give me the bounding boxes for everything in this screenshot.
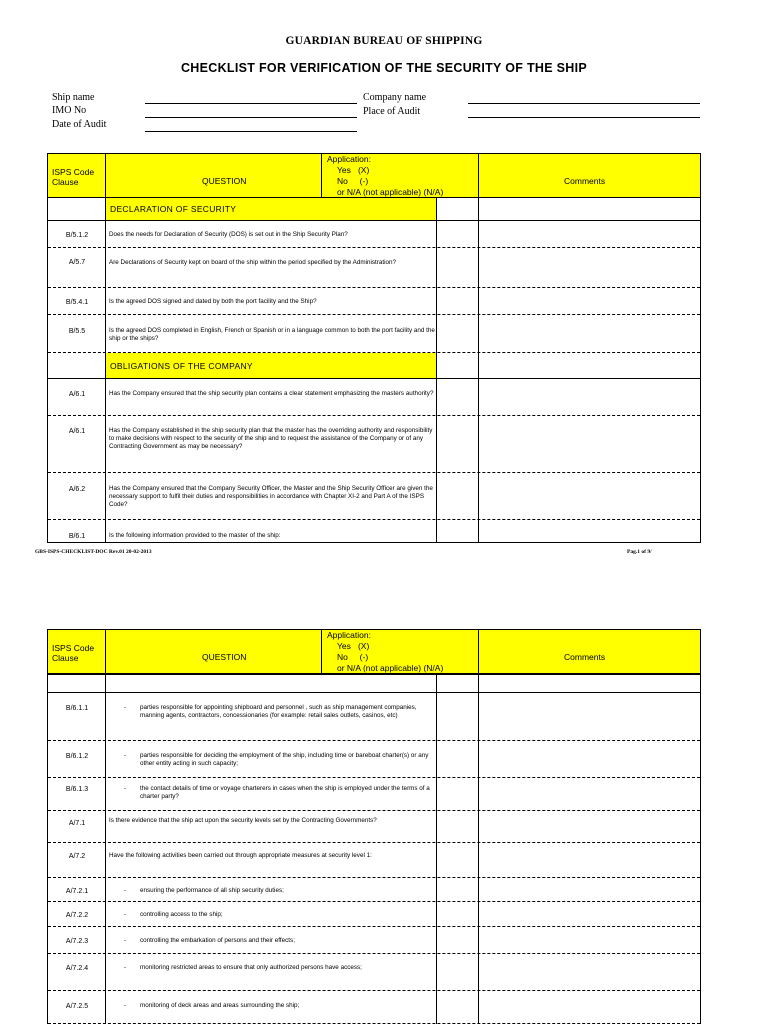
question-subtext: monitoring of deck areas and areas surrounding the ship; xyxy=(140,1002,300,1009)
header-application-na: or N/A (not applicable) (N/A) xyxy=(337,187,444,197)
table-row xyxy=(47,902,701,927)
table-row xyxy=(47,778,701,811)
table-row xyxy=(47,416,701,473)
table-row xyxy=(47,843,701,878)
blank-row xyxy=(47,674,701,693)
table-row xyxy=(47,520,701,543)
bullet-dash: - xyxy=(124,785,127,792)
header-clause-line2: Clause xyxy=(52,653,79,663)
question-text xyxy=(109,704,435,720)
question-text: Is the agreed DOS completed in English, French or Spanish or in a language common to both the port facility and the ship or the ships? xyxy=(109,327,435,342)
question-text xyxy=(109,752,435,768)
question-text: Has the Company established in the ship security plan that the master has the overriding authority and responsibility to make decisions with respect to the security of the ship and to request the assistance of the Company or of any Contracting Government as may be necessary? xyxy=(109,427,433,450)
header-comments: Comments xyxy=(564,176,606,186)
bullet-dash: - xyxy=(124,704,127,711)
bullet-dash: - xyxy=(124,1002,127,1009)
footer-page-number: Pag.1 of 9/ xyxy=(627,549,652,555)
footer-document-code: GBS-ISPS-CHECKLIST-DOC Rev.01 20-02-2013 xyxy=(35,549,152,555)
section-row-obligations xyxy=(47,353,701,379)
question-text: Is there evidence that the ship act upon the security levels set by the Contracting Governments? xyxy=(109,817,377,824)
header-question: QUESTION xyxy=(202,176,247,186)
clause-code: A/6.2 xyxy=(68,486,86,493)
section-title-obligations: OBLIGATIONS OF THE COMPANY xyxy=(106,353,437,379)
question-text xyxy=(109,887,435,895)
clause-code: B/6.1.3 xyxy=(65,786,89,793)
table-header xyxy=(47,153,701,198)
header-comments: Comments xyxy=(564,652,606,662)
clause-code: B/5.1.2 xyxy=(65,232,89,239)
header-application-na: or N/A (not applicable) (N/A) xyxy=(337,663,444,673)
table-row xyxy=(47,878,701,902)
place-of-audit-field[interactable] xyxy=(468,117,700,118)
clause-code: B/5.5 xyxy=(68,328,86,335)
bullet-dash: - xyxy=(124,964,127,971)
header-application-line1: Application: xyxy=(327,154,371,164)
imo-no-label: IMO No xyxy=(52,105,87,116)
imo-no-field[interactable] xyxy=(145,117,357,118)
question-text: Is the agreed DOS signed and dated by both the port facility and the Ship? xyxy=(109,298,317,305)
question-text: Has the Company ensured that the ship security plan contains a clear statement emphasizing the masters authority? xyxy=(109,390,434,397)
clause-code: A/6.1 xyxy=(68,391,86,398)
ship-name-field[interactable] xyxy=(145,103,357,104)
question-text xyxy=(109,1002,435,1010)
place-of-audit-label: Place of Audit xyxy=(363,106,421,117)
ship-name-label: Ship name xyxy=(52,92,95,103)
question-subtext: monitoring restricted areas to ensure that only authorized persons have access; xyxy=(140,964,362,971)
table-header xyxy=(47,629,701,674)
clause-code: A/5.7 xyxy=(68,259,86,266)
question-subtext: parties responsible for appointing shipboard and personnel , such as ship management companies, manning agents, contractors, concessionaries (for example: retail sales outlets, casinos, etc) xyxy=(140,704,417,719)
bullet-dash: - xyxy=(124,911,127,918)
organization-title: GUARDIAN BUREAU OF SHIPPING xyxy=(285,35,483,47)
question-subtext: controlling the embarkation of persons and their effects; xyxy=(140,937,295,944)
clause-code: A/7.1 xyxy=(68,820,86,827)
clause-code: A/7.2.4 xyxy=(65,965,89,972)
header-clause-line1: ISPS Code xyxy=(52,643,95,653)
header-application-no: No (-) xyxy=(337,176,369,186)
question-subtext: the contact details of time or voyage charterers in cases when the ship is employed under the terms of a charter party? xyxy=(140,785,430,800)
header-application-yes: Yes (X) xyxy=(337,165,370,175)
question-subtext: parties responsible for deciding the employment of the ship, including time or bareboat charter(s) or any other entity acting in such capacity; xyxy=(140,752,429,767)
bullet-dash: - xyxy=(124,887,127,894)
question-text: Have the following activities been carried out through appropriate measures at security level 1: xyxy=(109,852,372,859)
clause-code: A/7.2.3 xyxy=(65,938,89,945)
question-text: Has the Company ensured that the Company Security Officer, the Master and the Ship Security Officer are given the necessary support to fulfil their duties and responsibilities in accordance with Chapter XI-2 and Part A of the ISPS Code? xyxy=(109,485,433,508)
table-row xyxy=(47,473,701,520)
question-text xyxy=(109,911,435,919)
clause-code: A/7.2.1 xyxy=(65,888,89,895)
date-of-audit-field[interactable] xyxy=(145,131,357,132)
question-text xyxy=(109,937,435,945)
table-row xyxy=(47,741,701,778)
clause-code: A/7.2.2 xyxy=(65,912,89,919)
question-subtext: controlling access to the ship; xyxy=(140,911,223,918)
table-row xyxy=(47,927,701,954)
clause-code: B/6.1.2 xyxy=(65,753,89,760)
table-row xyxy=(47,315,701,353)
document-title: CHECKLIST FOR VERIFICATION OF THE SECURITY OF THE SHIP xyxy=(180,61,588,75)
company-name-label: Company name xyxy=(363,92,427,103)
header-application-yes: Yes (X) xyxy=(337,641,370,651)
section-title-declaration: DECLARATION OF SECURITY xyxy=(106,198,437,221)
table-row xyxy=(47,991,701,1024)
table-row xyxy=(47,379,701,416)
table-row xyxy=(47,954,701,991)
table-row xyxy=(47,693,701,741)
date-of-audit-label: Date of Audit xyxy=(52,119,107,130)
header-application-line1: Application: xyxy=(327,630,371,640)
table-row xyxy=(47,288,701,315)
clause-code: B/6.1.1 xyxy=(65,705,89,712)
clause-code: A/6.1 xyxy=(68,428,86,435)
question-text xyxy=(109,785,435,801)
table-row xyxy=(47,811,701,843)
header-clause-line1: ISPS Code xyxy=(52,167,95,177)
clause-code: B/5.4.1 xyxy=(65,299,89,306)
company-name-field[interactable] xyxy=(468,103,700,104)
table-row xyxy=(47,248,701,288)
bullet-dash: - xyxy=(124,937,127,944)
clause-code: A/7.2.5 xyxy=(65,1003,89,1010)
question-text: Are Declarations of Security kept on board of the ship within the period specified by the Administration? xyxy=(109,259,397,266)
header-question: QUESTION xyxy=(202,652,247,662)
table-row xyxy=(47,221,701,248)
header-clause-line2: Clause xyxy=(52,177,79,187)
question-text xyxy=(109,964,435,972)
bullet-dash: - xyxy=(124,752,127,759)
question-subtext: ensuring the performance of all ship security duties; xyxy=(140,887,284,894)
header-application-no: No (-) xyxy=(337,652,369,662)
question-text: Is the following information provided to the master of the ship: xyxy=(109,532,281,539)
clause-code: B/6.1 xyxy=(68,533,86,540)
clause-code: A/7.2 xyxy=(68,853,86,860)
section-row-declaration xyxy=(47,198,701,221)
question-text: Does the needs for Declaration of Security (DOS) is set out in the Ship Security Plan? xyxy=(109,231,348,238)
